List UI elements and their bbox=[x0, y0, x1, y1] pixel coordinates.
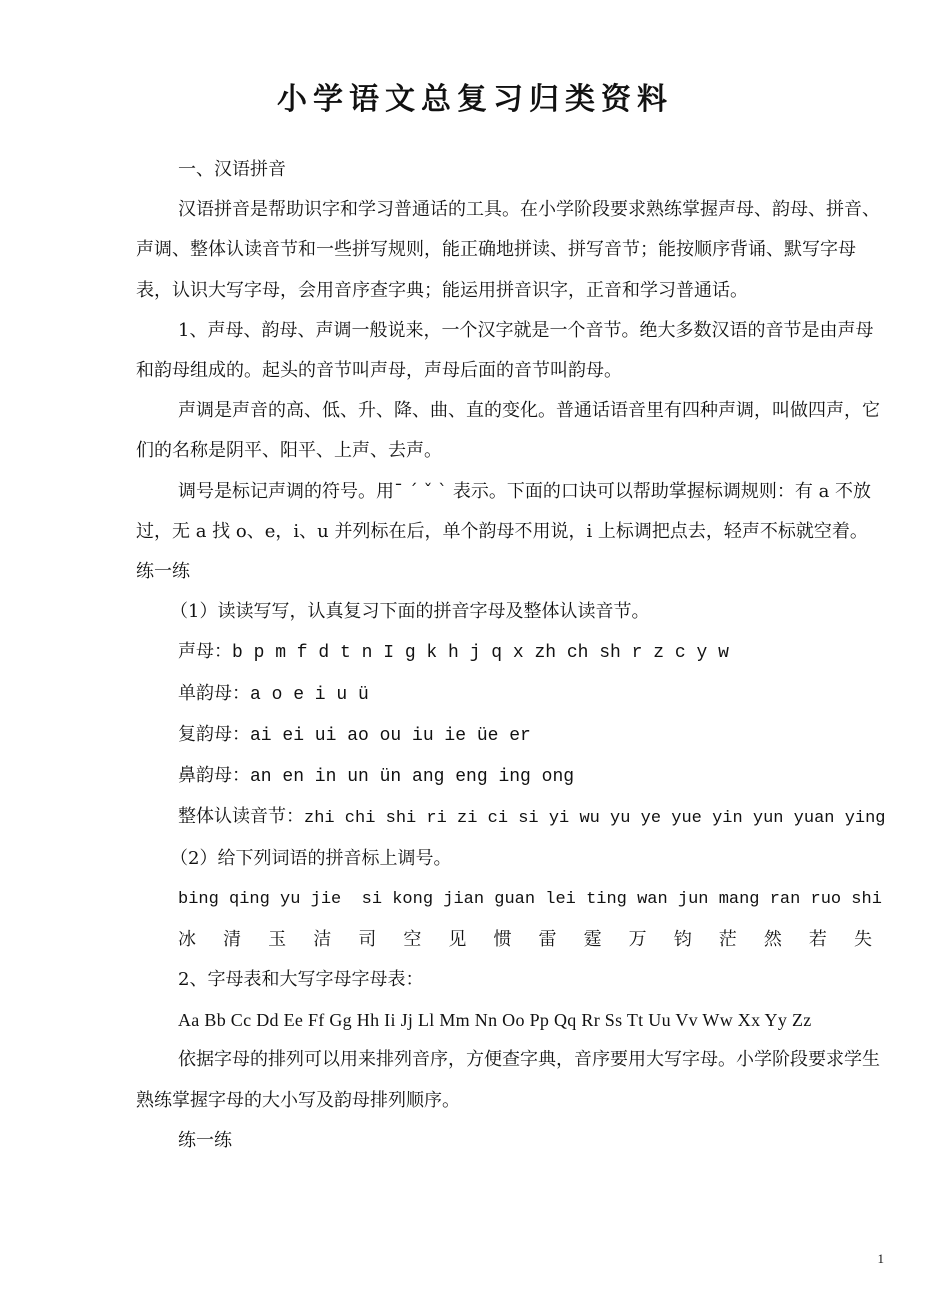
hanzi-char: 失 bbox=[853, 928, 872, 950]
pinyin-line: bing qing yu jie si kong jian guan lei ting wan jun mang ran ruo shi bbox=[178, 889, 882, 909]
hanzi-char: 若 bbox=[808, 928, 827, 950]
hanzi-char: 雷 bbox=[538, 928, 557, 950]
hanzi-char: 钧 bbox=[673, 928, 692, 950]
list-label: 单韵母： bbox=[178, 682, 250, 704]
exercise-2-heading: （2）给下列词语的拼音标上调号。 bbox=[170, 848, 452, 870]
list-items: b p m f d t n I g k h j q x zh ch sh r z c y w bbox=[232, 643, 729, 664]
list-label: 鼻韵母： bbox=[178, 765, 250, 787]
list-nasal-finals bbox=[136, 756, 884, 797]
hanzi-char: 霆 bbox=[583, 928, 602, 950]
list-label: 声母： bbox=[178, 641, 232, 663]
list-simple-finals bbox=[136, 674, 884, 715]
hanzi-char: 见 bbox=[448, 928, 467, 950]
document-body bbox=[136, 150, 884, 1161]
alphabet-list: Aa Bb Cc Dd Ee Ff Gg Hh Ii Jj Ll Mm Nn Oo Pp Qq Rr Ss Tt Uu Vv Ww Xx Yy Zz bbox=[178, 1010, 812, 1031]
list-label: 复韵母： bbox=[178, 723, 250, 745]
alphabet-heading: 2、字母表和大写字母字母表： bbox=[178, 969, 424, 991]
hanzi-char: 然 bbox=[763, 928, 782, 950]
list-items: an en in un ün ang eng ing ong bbox=[250, 767, 575, 788]
hanzi-char: 玉 bbox=[268, 928, 287, 950]
list-items: a o e i u ü bbox=[250, 684, 369, 705]
hanzi-row bbox=[136, 920, 884, 960]
hanzi-char: 惯 bbox=[493, 928, 512, 950]
hanzi-char: 清 bbox=[223, 928, 242, 950]
hanzi-char: 冰 bbox=[178, 928, 196, 950]
hanzi-char: 空 bbox=[403, 928, 422, 950]
list-whole-syllables bbox=[136, 797, 884, 839]
hanzi-char: 司 bbox=[358, 928, 377, 950]
practice-label: 练一练 bbox=[178, 1129, 232, 1151]
hanzi-char: 茫 bbox=[718, 928, 737, 950]
paragraph-alphabet-usage: 依据字母的排列可以用来排列音序，方便查字典，音序要用大写字母。小学阶段要求学生熟练掌握字母的大小写及韵母排列顺序。 bbox=[136, 1049, 880, 1111]
list-initials bbox=[136, 632, 884, 673]
paragraph-initials-finals: 1、声母、韵母、声调一般说来，一个汉字就是一个音节。绝大多数汉语的音节是由声母和韵母组成的。起头的音节叫声母，声母后面的音节叫韵母。 bbox=[136, 319, 874, 382]
list-items: zhi chi shi ri zi ci si yi wu yu ye yue yin yun yuan ying bbox=[304, 809, 886, 829]
section-heading: 一、汉语拼音 bbox=[178, 159, 286, 180]
paragraph-tones: 声调是声音的高、低、升、降、曲、直的变化。普通话语音里有四种声调，叫做四声，它们的名称是阴平、阳平、上声、去声。 bbox=[136, 400, 880, 462]
paragraph-tone-marks: 调号是标记声调的符号。用ˉ ˊ ˇ ˋ 表示。下面的口诀可以帮助掌握标调规则：有 a 不放过，无 a 找 o、e，i、u 并列标在后，单个韵母不用说，i 上标调把点去，轻声不标就空着。练一练 bbox=[136, 480, 872, 583]
page-number: 1 bbox=[877, 1251, 884, 1266]
hanzi-char: 洁 bbox=[313, 928, 332, 950]
hanzi-char: 万 bbox=[628, 928, 647, 950]
list-compound-finals bbox=[136, 715, 884, 756]
list-label: 整体认读音节： bbox=[178, 806, 304, 828]
intro-paragraph: 汉语拼音是帮助识字和学习普通话的工具。在小学阶段要求熟练掌握声母、韵母、拼音、声调、整体认读音节和一些拼写规则，能正确地拼读、拼写音节；能按顺序背诵、默写字母表，认识大写字母，会用音序查字典；能运用拼音识字，正音和学习普通话。 bbox=[136, 199, 880, 301]
exercise-1-heading: （1）读读写写，认真复习下面的拼音字母及整体认读音节。 bbox=[170, 601, 650, 623]
list-items: ai ei ui ao ou iu ie üe er bbox=[250, 725, 531, 746]
page-title: 小学语文总复习归类资料 bbox=[277, 82, 673, 117]
